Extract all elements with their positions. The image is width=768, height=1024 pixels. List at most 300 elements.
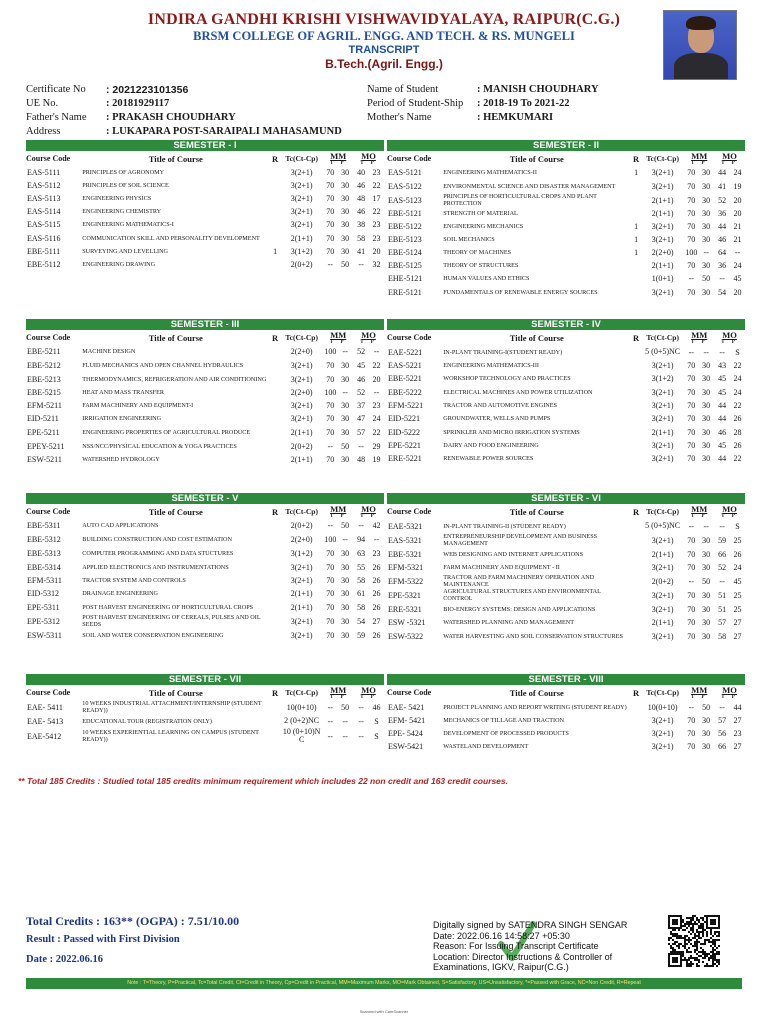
max-marks-theory: 70	[687, 535, 696, 545]
credits: 3(2+1)	[651, 168, 674, 177]
max-marks-theory: 70	[326, 168, 335, 177]
marks-obtained-theory: 36	[718, 209, 727, 218]
max-marks-practical: 30	[341, 589, 350, 598]
th-repeat: R	[633, 687, 640, 698]
th-credits: Tc(Ct-Cp)	[285, 688, 318, 697]
credits: 3(1+2)	[290, 548, 313, 558]
th-course-code: Course Code	[26, 688, 71, 697]
repeat-flag	[631, 372, 641, 385]
max-marks-theory: 70	[326, 374, 335, 384]
repeat-flag	[270, 546, 280, 560]
marks-obtained-practical: 27	[733, 716, 742, 725]
repeat-flag	[631, 345, 641, 359]
course-code: ERE-5121	[388, 287, 422, 297]
marks-obtained-practical: 22	[733, 361, 742, 370]
max-marks-theory: 70	[687, 441, 696, 450]
credits: 3(2+1)	[290, 207, 313, 216]
max-marks-practical: 30	[341, 374, 350, 384]
course-title: WATERSHED HYDROLOGY	[82, 456, 160, 463]
table-header-row	[26, 330, 384, 345]
max-marks-theory: 70	[687, 549, 696, 559]
max-marks-practical: 50	[702, 274, 711, 283]
repeat-flag	[631, 629, 641, 643]
course-title: RENEWABLE POWER SOURCES	[443, 455, 534, 462]
max-marks-theory: 70	[687, 618, 696, 627]
table-row	[26, 345, 384, 358]
repeat-flag	[270, 425, 280, 439]
marks-obtained-theory: 43	[718, 361, 727, 370]
th-max-marks: MM T P	[329, 685, 347, 700]
credits: 2(1+1)	[290, 427, 313, 437]
max-marks-practical: 30	[702, 222, 711, 231]
marks-obtained-theory: 38	[357, 220, 366, 229]
course-title: POST HARVEST ENGINEERING OF CEREALS, PULSES AND OIL SEEDS	[82, 614, 261, 628]
max-marks-theory: 70	[687, 604, 696, 614]
repeat-flag	[270, 574, 280, 587]
marks-obtained-practical: 28	[733, 427, 742, 437]
marks-obtained-practical: 22	[372, 181, 381, 190]
marks-obtained-practical: --	[373, 534, 380, 544]
repeat-flag	[631, 452, 641, 465]
course-title: AGRICULTURAL STRUCTURES AND ENVIRONMENTAL CONTROL	[443, 588, 601, 602]
credits: 3(2+1)	[651, 222, 674, 231]
repeat-flag	[270, 728, 280, 744]
repeat-flag: 1	[273, 247, 278, 256]
table-row	[387, 220, 745, 233]
repeat-flag	[631, 399, 641, 412]
table-row	[26, 532, 384, 546]
th-marks-obtained: MO T P	[360, 685, 377, 700]
marks-obtained-theory: 46	[357, 207, 366, 216]
max-marks-theory: 70	[687, 387, 696, 397]
course-title: PRINCIPLES OF SOIL SCIENCE	[82, 182, 169, 189]
max-marks-practical: 30	[341, 233, 350, 243]
max-marks-theory: 70	[687, 181, 696, 191]
table-row	[387, 412, 745, 425]
max-marks-practical: 30	[702, 361, 711, 370]
marks-obtained-practical: 42	[372, 521, 381, 530]
repeat-flag	[270, 205, 280, 218]
course-table	[26, 504, 384, 642]
marks-obtained-practical: 23	[372, 168, 381, 177]
max-marks-practical: --	[342, 731, 348, 741]
repeat-flag	[631, 412, 641, 425]
marks-obtained-practical: 22	[372, 427, 381, 437]
table-row	[26, 258, 384, 271]
semester-8-block	[387, 674, 745, 753]
course-title: ENGINEERING PHYSICS	[82, 195, 152, 202]
digital-signature-block	[433, 920, 658, 973]
semester-6-block	[387, 493, 745, 643]
course-code: EAS-5116	[27, 233, 61, 243]
marks-obtained-theory: --	[719, 347, 725, 357]
course-code: EID-5211	[27, 414, 59, 423]
credits: 3(2+1)	[651, 401, 674, 410]
course-title: TRACTOR AND AUTOMOTIVE ENGINES	[443, 402, 557, 409]
repeat-flag	[631, 519, 641, 533]
repeat-flag	[270, 614, 280, 628]
credits: 3(2+1)	[651, 729, 674, 738]
max-marks-practical: 30	[702, 729, 711, 738]
course-title: ENGINEERING MECHANICS	[443, 223, 524, 230]
certificate-number: : 2021223101356	[106, 84, 189, 96]
course-code: EID-5222	[388, 427, 420, 437]
course-title: ENGINEERING MATHEMATICS-I	[82, 221, 174, 228]
max-marks-theory: --	[688, 274, 694, 283]
th-title: Title of Course	[509, 506, 564, 517]
marks-obtained-practical: 23	[372, 233, 381, 243]
max-marks-practical: --	[342, 347, 348, 356]
max-marks-theory: 70	[326, 602, 335, 612]
period-label: Period of Student-Ship	[367, 98, 464, 109]
table-row	[26, 519, 384, 532]
credits: 5 (0+5)NC	[645, 521, 681, 530]
repeat-flag	[631, 533, 641, 547]
marks-obtained-practical: 20	[372, 374, 381, 384]
repeat-flag	[270, 345, 280, 358]
th-credits: Tc(Ct-Cp)	[285, 507, 318, 516]
repeat-flag	[270, 700, 280, 714]
table-row	[387, 547, 745, 561]
course-code: EBE-5124	[388, 248, 422, 257]
th-marks-obtained: MO T P	[721, 330, 738, 345]
max-marks-theory: --	[327, 521, 333, 530]
table-row	[387, 166, 745, 179]
repeat-flag	[270, 439, 280, 453]
course-code: ESW-5211	[27, 455, 62, 464]
ue-label: UE No.	[26, 98, 59, 109]
marks-obtained-theory: 58	[357, 602, 366, 612]
th-repeat: R	[633, 332, 640, 343]
university-name: INDIRA GANDHI KRISHI VISHWAVIDYALAYA, RAIPUR(C.G.)	[147, 11, 621, 28]
table-row	[387, 425, 745, 439]
marks-obtained-theory: --	[358, 441, 364, 451]
table-row	[387, 246, 745, 259]
table-row	[387, 616, 745, 629]
marks-obtained-practical: 46	[372, 702, 381, 712]
course-code: EBE-5314	[27, 562, 61, 572]
marks-obtained-theory: 58	[357, 233, 366, 243]
course-code: EPE- 5424	[388, 729, 423, 738]
semester-title: SEMESTER - I	[26, 140, 384, 151]
max-marks-practical: 30	[341, 360, 350, 370]
credits: 2(1+1)	[651, 618, 674, 627]
address-label: Address	[26, 126, 61, 137]
max-marks-practical: 30	[341, 562, 350, 572]
semester-2-block	[387, 140, 745, 299]
marks-obtained-practical: 26	[372, 602, 381, 612]
marks-obtained-theory: 45	[357, 360, 366, 370]
credits: 2(0+2)	[290, 260, 313, 269]
address-value: : LUKAPARA POST-SARAIPALI MAHASAMUND	[106, 126, 342, 137]
max-marks-practical: 30	[341, 247, 350, 256]
repeat-flag	[631, 561, 641, 574]
table-row	[26, 358, 384, 372]
max-marks-theory: --	[327, 716, 333, 726]
credits-note: ** Total 185 Credits : Studied total 185 credits minimum requirement which includes 22 non credit and 163 credit courses.	[18, 776, 508, 786]
credits: 3(2+1)	[290, 576, 313, 585]
course-title: SURVEYING AND LEVELLING	[82, 248, 169, 255]
table-row	[387, 207, 745, 220]
marks-obtained-theory: 46	[357, 374, 366, 384]
course-code: EBE-5312	[27, 534, 61, 544]
repeat-flag	[631, 616, 641, 629]
course-title: FARM MACHINERY AND EQUIPMENT - II	[443, 564, 560, 571]
course-code: EAS-5221	[388, 361, 422, 370]
course-code: EPE-5321	[388, 590, 421, 600]
max-marks-practical: 30	[341, 616, 350, 626]
marks-obtained-practical: 26	[733, 414, 742, 423]
max-marks-theory: 70	[326, 589, 335, 598]
max-marks-practical: 30	[702, 261, 711, 270]
credits: 2 (0+2)NC	[284, 716, 320, 725]
marks-obtained-theory: --	[358, 521, 364, 530]
father-label: Father's Name	[26, 112, 87, 123]
max-marks-practical: 30	[702, 401, 711, 410]
marks-obtained-practical: 24	[733, 168, 742, 177]
max-marks-practical: 30	[702, 374, 711, 383]
max-marks-theory: 70	[687, 590, 696, 600]
max-marks-practical: 30	[702, 427, 711, 437]
marks-obtained-practical: 20	[733, 209, 742, 218]
repeat-flag	[631, 714, 641, 727]
table-row	[387, 561, 745, 574]
max-marks-practical: 30	[702, 590, 711, 600]
course-title: FLUID MECHANICS AND OPEN CHANNEL HYDRAULICS	[82, 361, 244, 369]
course-title: THEORY OF STRUCTURES	[443, 262, 519, 269]
credits: 3(2+1)	[290, 414, 313, 423]
th-max-marks: MM T P	[690, 685, 708, 700]
credits: 3(2+1)	[651, 235, 674, 244]
max-marks-practical: 50	[702, 702, 711, 712]
th-repeat: R	[272, 506, 279, 517]
max-marks-theory: 70	[326, 455, 335, 464]
th-credits: Tc(Ct-Cp)	[646, 688, 679, 697]
max-marks-theory: 70	[687, 427, 696, 437]
semester-4-block	[387, 319, 745, 465]
marks-obtained-practical: 22	[372, 207, 381, 216]
max-marks-theory: 70	[687, 168, 696, 177]
credits: 3(2+1)	[651, 604, 674, 614]
max-marks-practical: 30	[702, 618, 711, 627]
repeat-flag	[270, 179, 280, 192]
ue-number: : 20181929117	[106, 98, 170, 109]
marks-obtained-practical: 27	[733, 631, 742, 641]
course-code: EBE-5311	[27, 521, 61, 530]
repeat-flag	[631, 425, 641, 439]
marks-obtained-practical: S	[735, 521, 740, 531]
signature-line-2: Date: 2022.06.16 14:58:27 +05:30	[433, 930, 570, 941]
marks-obtained-theory: 59	[357, 630, 366, 640]
marks-obtained-theory: --	[719, 576, 725, 586]
repeat-flag: 1	[634, 235, 639, 244]
course-code: EPE-5221	[388, 441, 421, 450]
max-marks-theory: 70	[326, 220, 335, 229]
marks-obtained-practical: 27	[733, 742, 742, 751]
marks-obtained-theory: 63	[357, 548, 366, 558]
th-max-marks: MM T P	[690, 151, 708, 166]
semester-title: SEMESTER - VII	[26, 674, 384, 685]
max-marks-practical: 30	[702, 631, 711, 641]
marks-obtained-theory: 54	[357, 616, 366, 626]
max-marks-theory: 70	[326, 630, 335, 640]
course-code: EBE-5212	[27, 360, 61, 370]
max-marks-practical: --	[703, 347, 709, 357]
course-code: EBE-5125	[388, 261, 422, 270]
marks-obtained-practical: --	[734, 248, 741, 257]
th-credits: Tc(Ct-Cp)	[285, 154, 318, 163]
course-code: EAS-5321	[388, 535, 422, 545]
course-title: ENGINEERING DRAWING	[82, 261, 156, 268]
scanner-watermark: Scanned with CamScanner	[359, 1009, 409, 1014]
certificate-label: Certificate No	[26, 84, 86, 95]
course-title: TRACTOR AND FARM MACHINERY OPERATION AND MAINTENANCE	[443, 574, 595, 588]
th-max-marks: MM T P	[329, 330, 347, 345]
semester-7-block	[26, 674, 384, 744]
course-table	[26, 330, 384, 466]
max-marks-practical: --	[703, 521, 709, 531]
course-code: EFM-5311	[27, 576, 62, 585]
th-max-marks: MM T P	[690, 330, 708, 345]
course-code: ERE-5321	[388, 604, 422, 614]
max-marks-practical: 50	[341, 260, 350, 269]
table-row	[26, 386, 384, 399]
max-marks-theory: --	[327, 702, 333, 712]
marks-obtained-practical: 26	[733, 441, 742, 450]
course-code: EBE-5215	[27, 388, 61, 397]
max-marks-practical: 50	[341, 441, 350, 451]
table-row	[26, 600, 384, 614]
mother-name: : HEMKUMARI	[477, 112, 554, 123]
max-marks-practical: 30	[341, 455, 350, 464]
marks-obtained-practical: 24	[733, 387, 742, 397]
max-marks-practical: 30	[702, 535, 711, 545]
max-marks-practical: 30	[341, 630, 350, 640]
credits: 3(2+1)	[290, 374, 313, 384]
marks-obtained-theory: 58	[357, 576, 366, 585]
marks-obtained-practical: 26	[733, 549, 742, 559]
max-marks-theory: 70	[687, 454, 696, 463]
max-marks-theory: 70	[687, 631, 696, 641]
max-marks-theory: 70	[687, 716, 696, 725]
course-code: ERE-5221	[388, 454, 422, 463]
marks-obtained-practical: S	[374, 731, 379, 741]
course-code: EAE-5321	[388, 521, 423, 531]
course-title: IRRIGATION ENGINEERING	[82, 415, 162, 422]
course-code: EFM- 5421	[388, 716, 426, 725]
signature-line-4: Location: Director Instructions & Controller of	[433, 951, 613, 962]
course-code: EBE-5112	[27, 260, 61, 269]
max-marks-practical: 30	[341, 602, 350, 612]
table-row	[387, 629, 745, 643]
max-marks-theory: 70	[687, 729, 696, 738]
table-row	[387, 233, 745, 246]
student-info-left	[26, 83, 366, 139]
course-code: EPE-5211	[27, 427, 60, 437]
marks-obtained-theory: 66	[718, 549, 727, 559]
max-marks-practical: 30	[702, 287, 711, 297]
max-marks-practical: 30	[702, 716, 711, 725]
table-row	[387, 399, 745, 412]
table-row	[26, 628, 384, 642]
repeat-flag	[631, 574, 641, 588]
th-course-code: Course Code	[26, 507, 71, 516]
marks-obtained-theory: 57	[357, 427, 366, 437]
max-marks-theory: 70	[687, 235, 696, 244]
repeat-flag	[270, 192, 280, 205]
table-row	[26, 192, 384, 205]
marks-obtained-practical: 25	[733, 535, 742, 545]
semester-title: SEMESTER - II	[387, 140, 745, 151]
table-row	[26, 560, 384, 574]
marks-obtained-theory: 48	[357, 455, 366, 464]
table-row	[387, 533, 745, 547]
credits: 3(2+1)	[651, 387, 674, 397]
marks-obtained-theory: 45	[718, 374, 727, 383]
th-credits: Tc(Ct-Cp)	[646, 507, 679, 516]
table-row	[26, 425, 384, 439]
table-row	[387, 588, 745, 602]
credits: 3(2+1)	[651, 590, 674, 600]
repeat-flag	[270, 714, 280, 728]
credits: 3(2+1)	[290, 194, 313, 203]
max-marks-theory: 70	[326, 360, 335, 370]
marks-obtained-theory: 66	[718, 742, 727, 751]
table-header-row	[26, 504, 384, 519]
course-code: EBE-5213	[27, 374, 61, 384]
max-marks-theory: 70	[326, 207, 335, 216]
table-row	[26, 546, 384, 560]
table-row	[387, 452, 745, 465]
max-marks-practical: 50	[702, 576, 711, 586]
course-table	[387, 330, 745, 465]
marks-obtained-theory: --	[358, 716, 364, 726]
credits: 3(2+1)	[651, 631, 674, 641]
course-code: EBE-5221	[388, 374, 422, 383]
marks-obtained-theory: 58	[718, 631, 727, 641]
marks-obtained-theory: 45	[718, 441, 727, 450]
course-title: APPLIED ELECTRONICS AND INSTRUMENTATIONS	[82, 563, 229, 571]
course-title: BIO-ENERGY SYSTEMS: DESIGN AND APPLICATIONS	[443, 605, 596, 613]
marks-obtained-practical: 25	[733, 590, 742, 600]
course-table	[387, 151, 745, 299]
max-marks-theory: 70	[326, 233, 335, 243]
max-marks-theory: 70	[687, 742, 696, 751]
course-table	[387, 504, 745, 643]
marks-obtained-practical: 19	[372, 455, 381, 464]
credits: 3(2+1)	[651, 181, 674, 191]
table-header-row	[387, 504, 745, 519]
marks-obtained-practical: 17	[372, 194, 381, 203]
table-header-row	[387, 330, 745, 345]
course-code: ESW-5421	[388, 742, 424, 751]
marks-obtained-practical: 24	[372, 414, 381, 423]
repeat-flag	[631, 588, 641, 602]
marks-obtained-practical: 32	[372, 260, 381, 269]
max-marks-practical: --	[342, 388, 348, 397]
course-title: PRINCIPLES OF AGRONOMY	[82, 169, 165, 176]
course-title: 10 WEEKS INDUSTRIAL ATTACHMENT/INTERNSHIP (STUDENT READY))	[82, 700, 262, 714]
marks-obtained-practical: 20	[372, 247, 381, 256]
repeat-flag	[631, 179, 641, 193]
credits: 2(1+1)	[651, 427, 674, 437]
table-header-row	[387, 151, 745, 166]
credits: 2(1+1)	[290, 455, 313, 464]
marks-obtained-theory: 52	[718, 563, 727, 572]
th-course-code: Course Code	[26, 333, 71, 342]
marks-obtained-theory: 41	[357, 247, 366, 256]
credits: 3(2+1)	[651, 441, 674, 450]
